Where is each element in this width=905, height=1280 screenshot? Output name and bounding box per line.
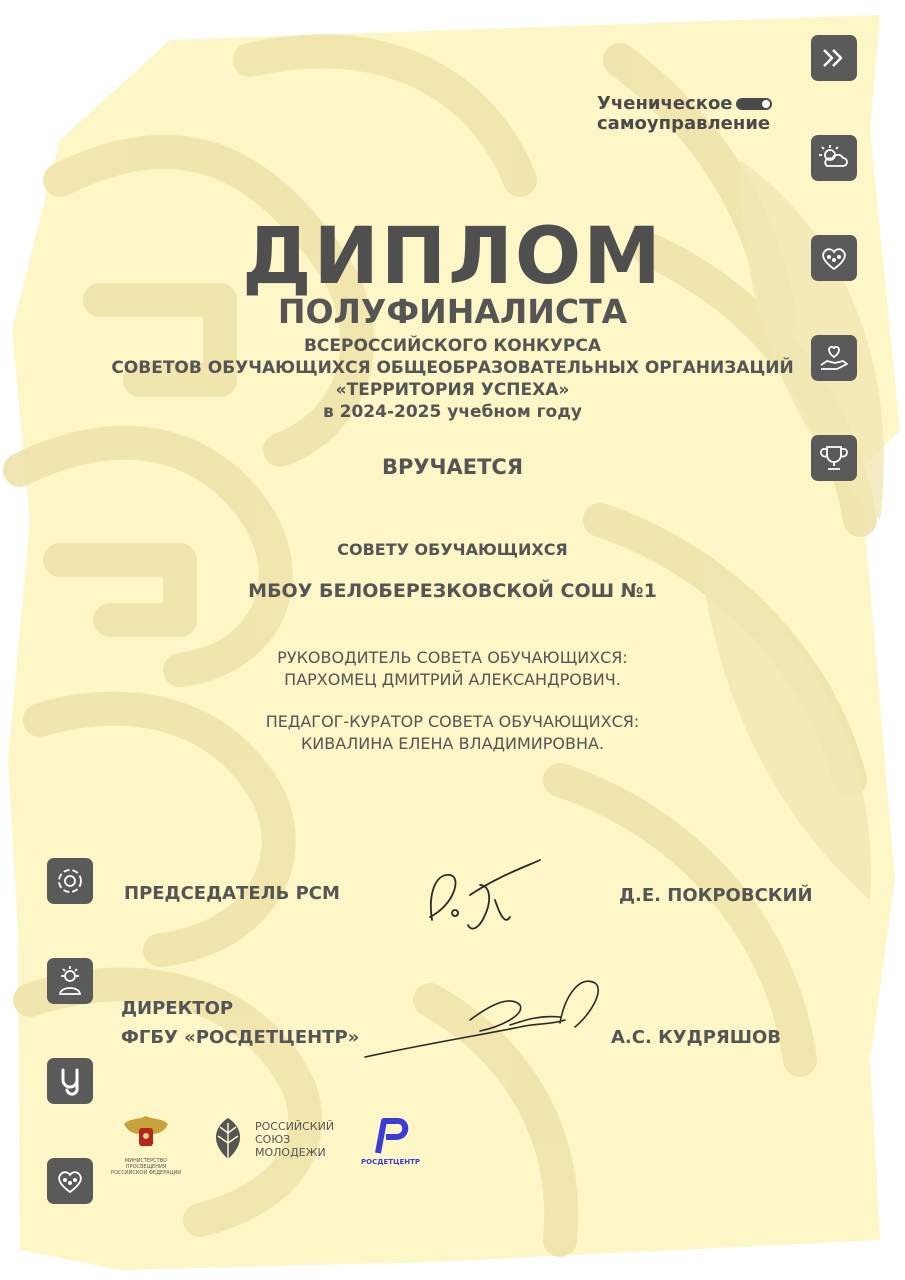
sun-cloud-icon — [811, 135, 857, 181]
leader-label: РУКОВОДИТЕЛЬ СОВЕТА ОБУЧАЮЩИХСЯ: — [277, 648, 628, 667]
recipient-name: МБОУ БЕЛОБЕРЕЗКОВСКОЙ СОШ №1 — [248, 580, 657, 602]
diploma-subtitle: ПОЛУФИНАЛИСТА — [277, 292, 628, 331]
curator-name: КИВАЛИНА ЕЛЕНА ВЛАДИМИРОВНА. — [300, 734, 605, 753]
director-title-line-1: ДИРЕКТОР — [121, 998, 234, 1019]
rsm-line-3: МОЛОДЕЖИ — [255, 1146, 326, 1159]
contest-line-4: в 2024-2025 учебном году — [322, 402, 583, 422]
contest-line-1: ВСЕРОССИЙСКОГО КОНКУРСА — [303, 336, 602, 356]
gear-cycle-icon — [47, 858, 93, 904]
u-letter-icon — [47, 1058, 93, 1104]
curator-label: ПЕДАГОГ-КУРАТОР СОВЕТА ОБУЧАЮЩИХСЯ: — [265, 712, 640, 731]
rsm-line-2: СОЮЗ — [255, 1133, 291, 1146]
double-chevron-icon — [811, 35, 857, 81]
chair-name: Д.Е. ПОКРОВСКИЙ — [619, 885, 813, 906]
leader-name: ПАРХОМЕЦ ДМИТРИЙ АЛЕКСАНДРОВИЧ. — [284, 670, 621, 689]
director-signature — [360, 965, 610, 1065]
rosdetcenter-logo-icon — [372, 1117, 412, 1155]
toggle-icon — [736, 98, 772, 110]
contest-line-2: СОВЕТОВ ОБУЧАЮЩИХСЯ ОБЩЕОБРАЗОВАТЕЛЬНЫХ ОРГАНИЗАЦИЙ — [111, 358, 794, 378]
awarded-label: ВРУЧАЕТСЯ — [381, 455, 524, 479]
director-title-line-2: ФГБУ «РОСДЕТЦЕНТР» — [121, 1027, 360, 1048]
people-heart-icon-bottom — [47, 1158, 93, 1204]
logo-line-1: Ученическое — [597, 94, 787, 114]
ministry-emblem-icon — [118, 1110, 174, 1158]
contest-line-3: «ТЕРРИТОРИЯ УСПЕХА» — [335, 380, 570, 400]
chair-title: ПРЕДСЕДАТЕЛЬ РСМ — [124, 883, 340, 904]
student-self-government-logo — [597, 94, 787, 134]
recipient-label: СОВЕТУ ОБУЧАЮЩИХСЯ — [337, 540, 568, 559]
ministry-label: МИНИСТЕРСТВО ПРОСВЕЩЕНИЯ РОССИЙСКОЙ ФЕДЕРАЦИИ — [110, 1158, 182, 1176]
diploma-title: ДИПЛОМ — [242, 212, 663, 302]
rsm-line-1: РОССИЙСКИЙ — [255, 1120, 335, 1133]
lightbulb-person-icon — [47, 958, 93, 1004]
logo-line-2: самоуправление — [597, 113, 771, 134]
rsm-label — [255, 1120, 334, 1159]
rsm-leaf-icon — [208, 1115, 248, 1163]
rosdetcenter-label: РОСДЕТЦЕНТР — [361, 1158, 421, 1166]
chair-signature — [410, 855, 550, 940]
director-name: А.С. КУДРЯШОВ — [611, 1027, 782, 1048]
